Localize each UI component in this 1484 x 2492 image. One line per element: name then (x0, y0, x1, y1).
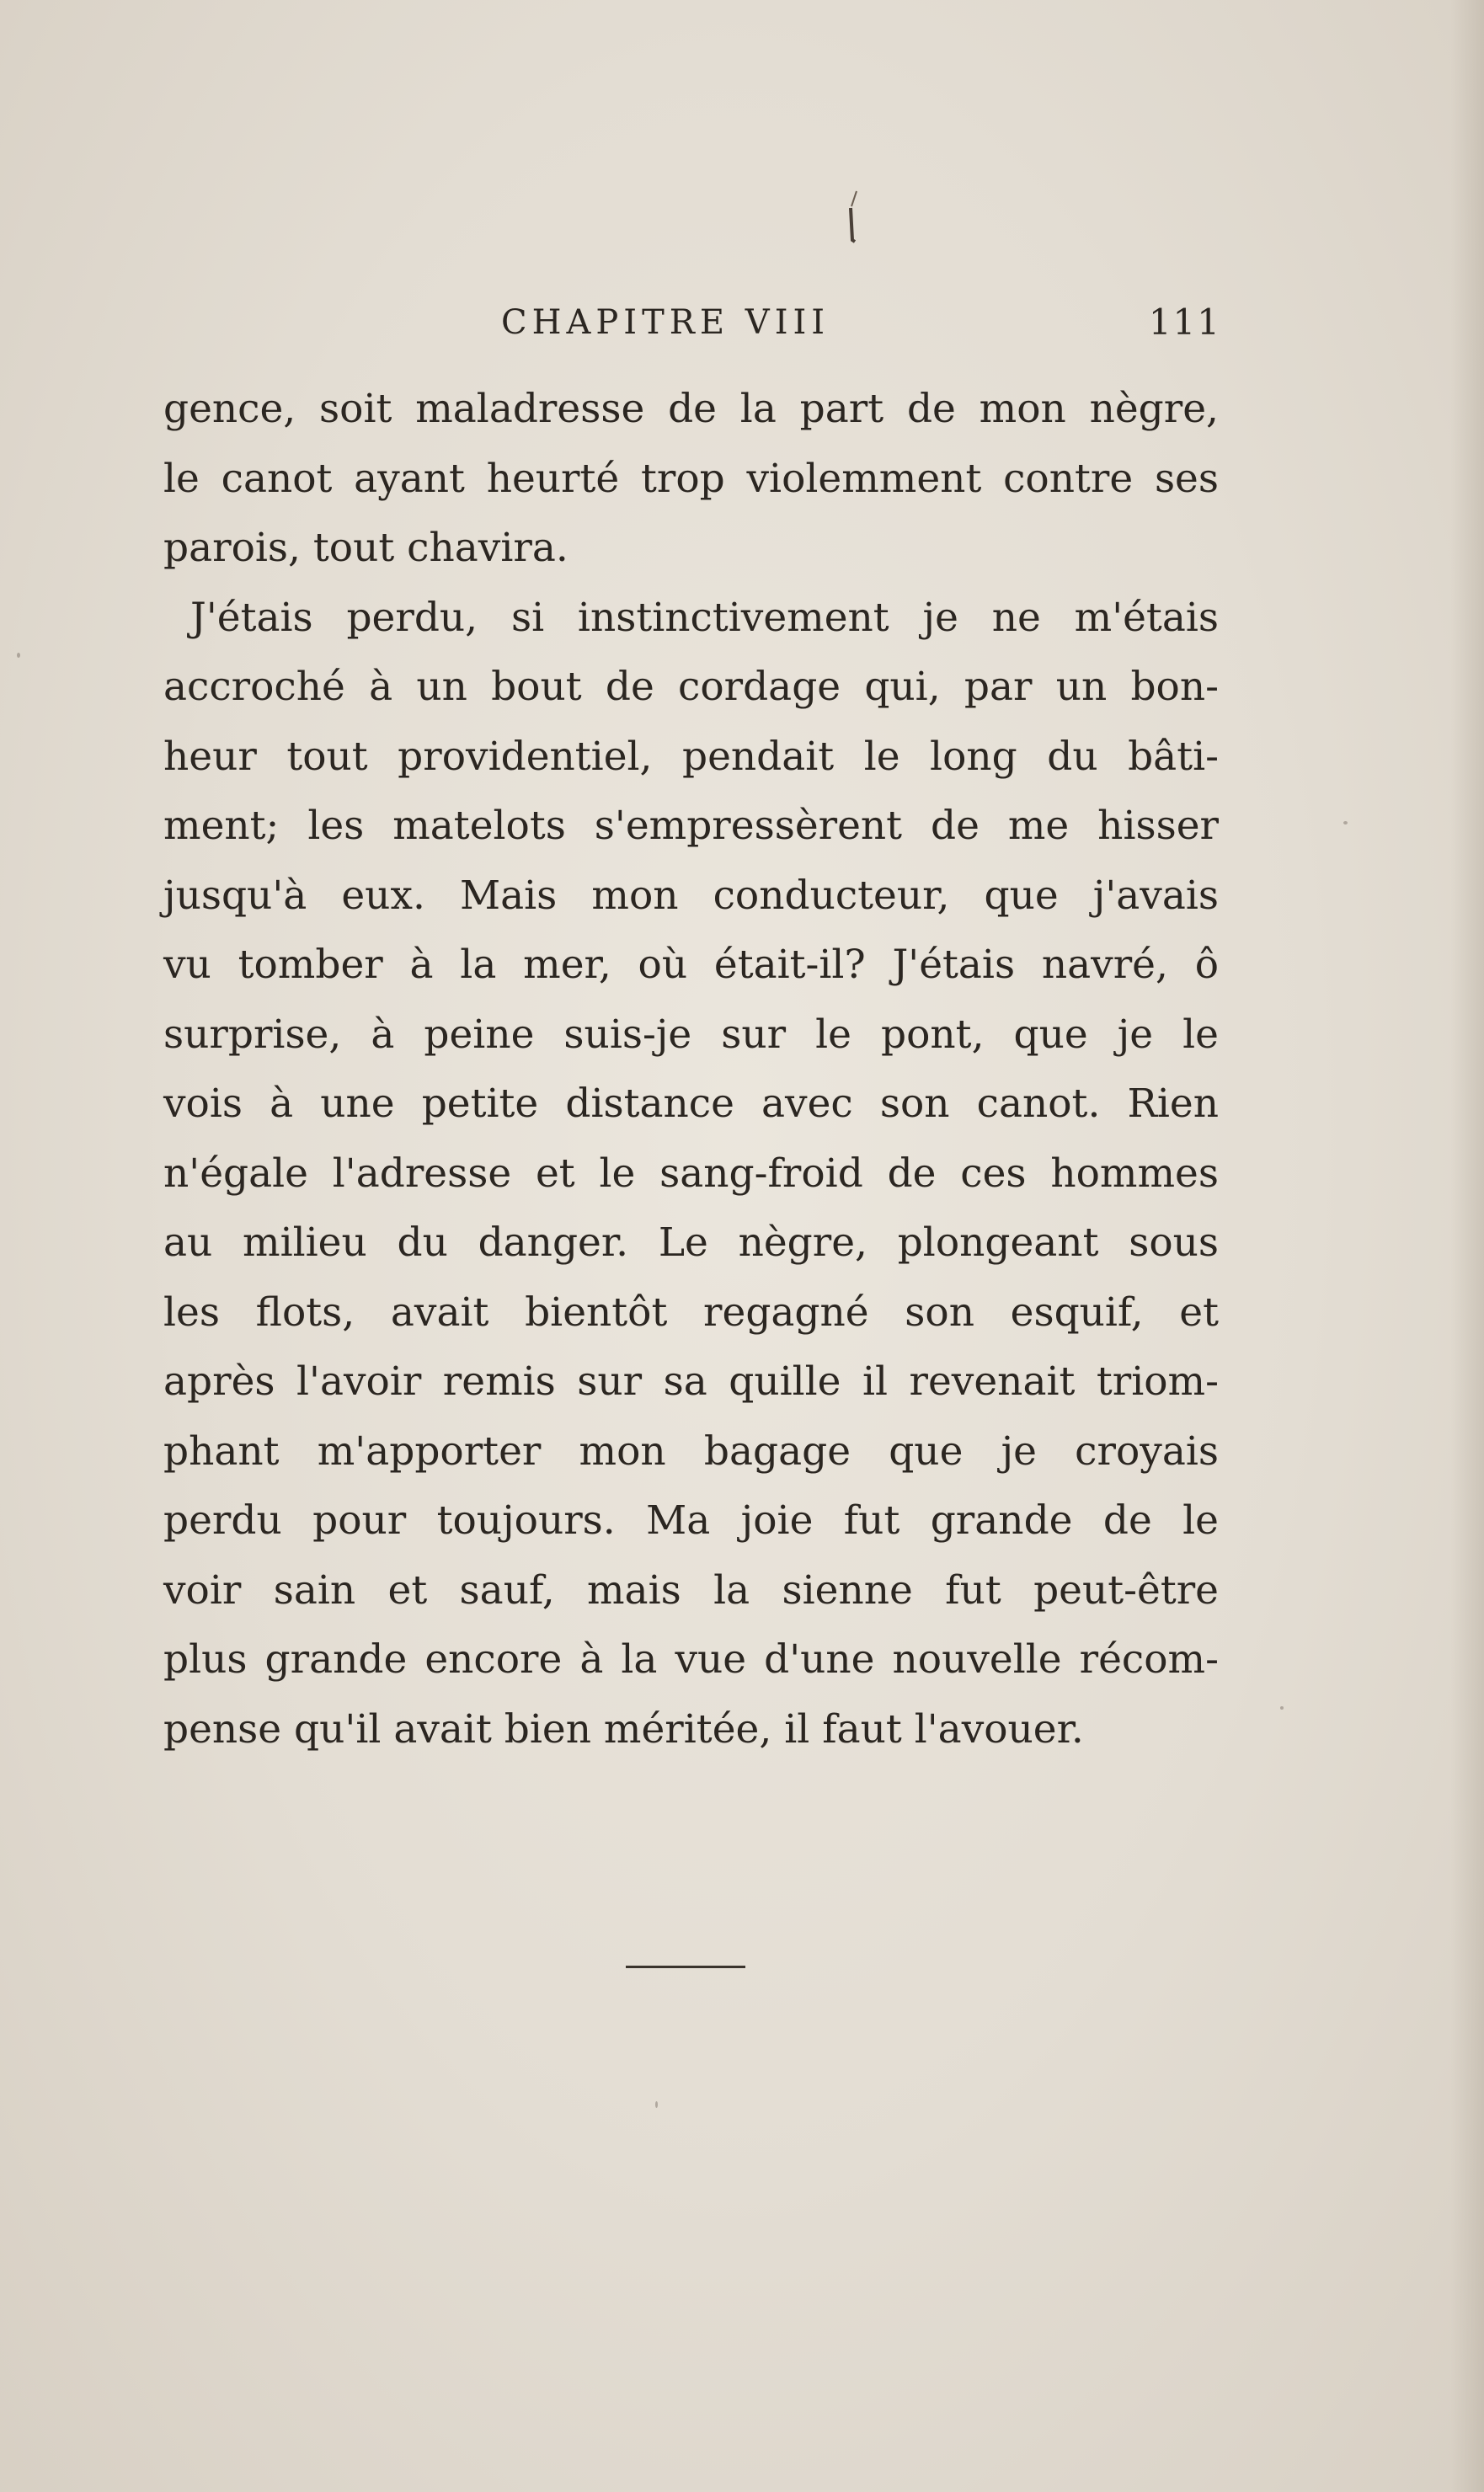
text-line: accroché à un bout de cordage qui, par un bon- (163, 664, 1219, 710)
page-number: 111 (1148, 301, 1221, 343)
text-line: parois, tout chavira. (163, 525, 569, 571)
text-line: voir sain et sauf, mais la sienne fut peut-être (163, 1566, 1219, 1614)
text-line: ment; les matelots s'empressèrent de me hisser (163, 803, 1219, 849)
paper-speck (1343, 821, 1348, 824)
text-line: perdu pour toujours. Ma joie fut grande de le (163, 1497, 1219, 1544)
text-line: J'étais perdu, si instinctivement je ne m'étais (190, 594, 1219, 641)
paper-speck (1280, 1706, 1284, 1710)
body-text (163, 375, 1219, 1764)
text-line: pense qu'il avait bien méritée, il faut l'avouer. (163, 1705, 1084, 1753)
text-line: phant m'apporter mon bagage que je croyais (163, 1427, 1219, 1475)
paper-speck (17, 653, 20, 658)
text-line: après l'avoir remis sur sa quille il revenait triom- (163, 1358, 1219, 1405)
running-title: CHAPITRE VIII (501, 303, 830, 342)
text-line: vu tomber à la mer, où était-il? J'étais navré, ô (163, 942, 1219, 988)
running-header (160, 293, 1221, 352)
text-line: gence, soit maladresse de la part de mon nègre, (163, 386, 1219, 432)
text-line: le canot ayant heurté trop violemment contre ses (163, 455, 1219, 502)
ink-mark (845, 189, 862, 265)
paper-speck (655, 2101, 658, 2108)
text-line: plus grande encore à la vue d'une nouvelle récom- (163, 1636, 1219, 1683)
page-edge-shadow (1450, 0, 1484, 2492)
text-line: heur tout providentiel, pendait le long du bâti- (163, 733, 1219, 780)
text-line: jusqu'à eux. Mais mon conducteur, que j'avais (163, 872, 1219, 919)
text-line: au milieu du danger. Le nègre, plongeant sous (163, 1219, 1219, 1266)
text-line: surprise, à peine suis-je sur le pont, que je le (163, 1011, 1219, 1058)
section-end-rule (626, 1966, 745, 1968)
text-line: n'égale l'adresse et le sang-froid de ces hommes (163, 1150, 1219, 1197)
text-line: les flots, avait bientôt regagné son esquif, et (163, 1289, 1219, 1336)
text-line: vois à une petite distance avec son canot. Rien (163, 1081, 1219, 1127)
